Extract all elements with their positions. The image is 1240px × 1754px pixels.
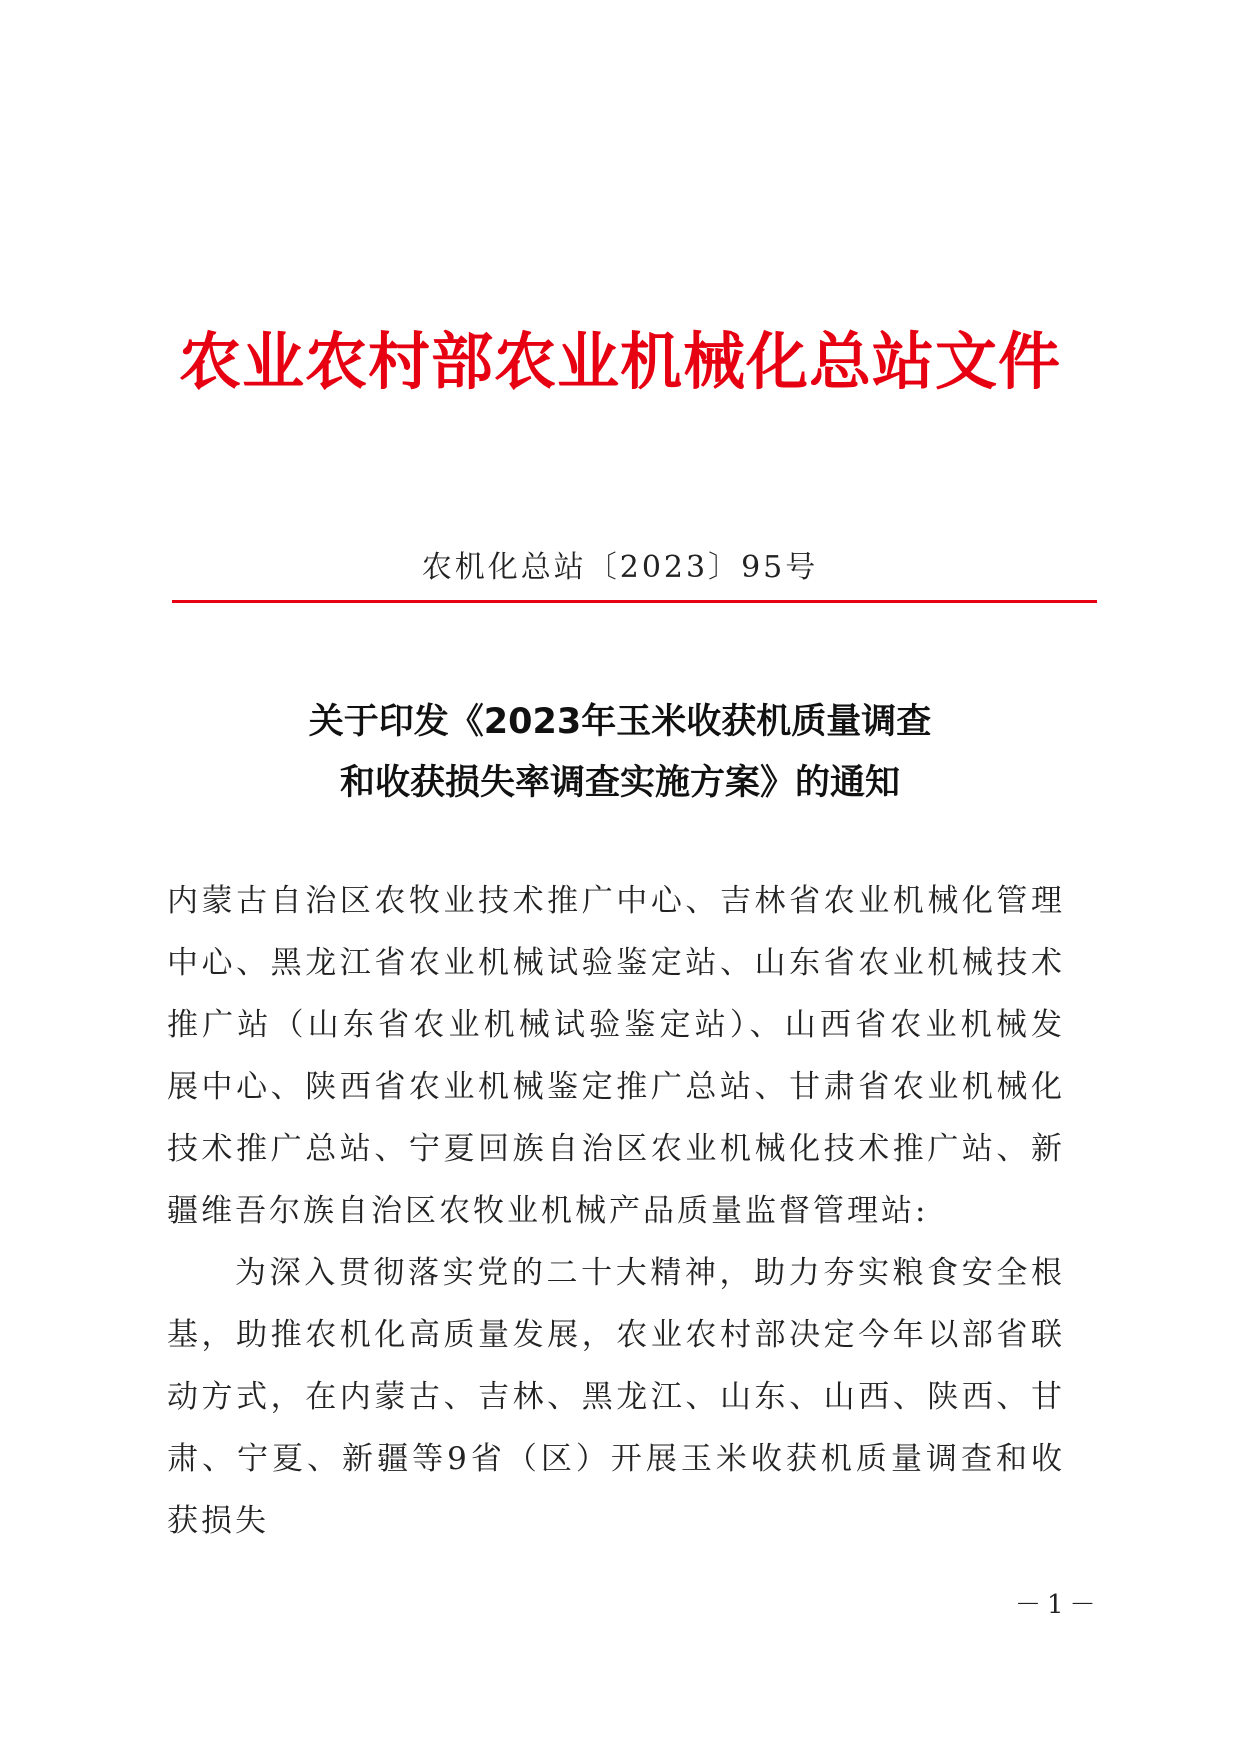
masthead-divider xyxy=(172,600,1097,603)
page-number: －1－ xyxy=(1015,1590,1102,1620)
masthead-title: 农业农村部农业机械化总站文件 xyxy=(178,325,1061,398)
document-number: 农机化总站〔2023〕95号 xyxy=(421,550,819,585)
notice-title xyxy=(0,692,1240,814)
notice-title-line-2: 和收获损失率调查实施方案》的通知 xyxy=(339,763,900,803)
body-paragraph-1: 为深入贯彻落实党的二十大精神，助力夯实粮食安全根基，助推农机化高质量发展，农业农村部决定今年以部省联动方式，在内蒙古、吉林、黑龙江、山东、山西、陕西、甘肃、宁夏、新疆等9省（区）开展玉米收获机质量调查和收获损失 xyxy=(167,1255,1065,1539)
notice-title-line-1: 关于印发《2023年玉米收获机质量调查 xyxy=(308,702,932,742)
document-body xyxy=(167,870,1065,1552)
recipients-paragraph: 内蒙古自治区农牧业技术推广中心、吉林省农业机械化管理中心、黑龙江省农业机械试验鉴定站、山东省农业机械技术推广站（山东省农业机械试验鉴定站）、山西省农业机械发展中心、陕西省农业机械鉴定推广总站、甘肃省农业机械化技术推广总站、宁夏回族自治区农业机械化技术推广站、新疆维吾尔族自治区农牧业机械产品质量监督管理站: xyxy=(167,883,1065,1229)
